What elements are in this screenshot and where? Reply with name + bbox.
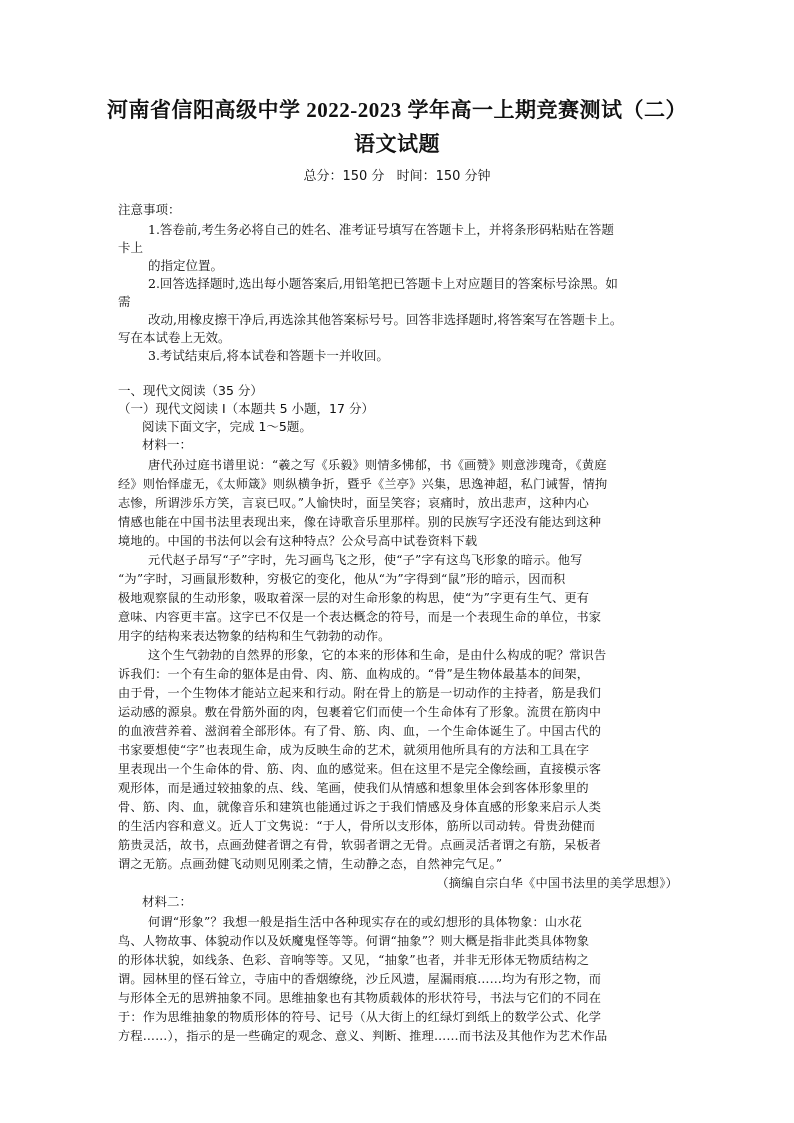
material2-line: 于：作为思维抽象的物质形体的符号、记号（从大街上的红绿灯到纸上的数学公式、化学 [118, 1010, 602, 1024]
material1-line: 境地的。中国的书法何以会有这种特点？公众号高中试卷资料下载 [118, 534, 478, 548]
material1-line: 里表现出一个生命体的骨、筋、肉、血的感觉来。但在这里不是完全像绘画，直接模示客 [118, 762, 602, 776]
notice-line: 2.回答选择题时,选出每小题答案后,用铅笔把已答题卡上对应题目的答案标号涂黑。如 [148, 276, 618, 291]
material1-line: 的血液营养着、滋润着全部形体。有了骨、筋、肉、血，一个生命体诞生了。中国古代的 [118, 724, 602, 738]
material2-line: 方程……），指示的是一些确定的观念、意义、判断、推理……而书法及其他作为艺术作品 [118, 1029, 608, 1043]
material2-line: 何谓“形象”？我想一般是指生活中各种现实存在的或幻想形的具体物象：山水花 [148, 915, 583, 929]
instruction: 阅读下面文字，完成 1～5题。 [142, 419, 312, 434]
material2-line: 谓。园林里的怪石耸立，寺庙中的香烟缭绕，沙丘风遗，屋漏雨痕……均为有形之物，而 [118, 972, 602, 986]
material1-line: 元代赵子昂写“子”字时，先习画鸟飞之形，使“子”字有这鸟飞形象的暗示。他写 [148, 553, 583, 567]
material1-line: “为”字时，习画鼠形数种，穷极它的变化，他从“为”字得到“鼠”形的暗示，因而积 [118, 572, 566, 586]
material1-line: 筋贵灵活，故书，点画劲健者谓之有骨，软弱者谓之无骨。点画灵活者谓之有筋，呆板者 [118, 838, 602, 852]
material1-line: 意味、内容更丰富。这字已不仅是一个表达概念的符号，而是一个表现生命的单位，书家 [118, 610, 602, 624]
notice-line: 的指定位置。 [148, 258, 224, 273]
notice-line: 3.考试结束后,将本试卷和答题卡一并收回。 [148, 348, 389, 363]
notice-heading: 注意事项： [118, 202, 181, 217]
material1-line: 志惨，所谓涉乐方笑，言哀已叹。”人愉快时，面呈笑容；哀痛时，放出悲声，这种内心 [118, 496, 590, 510]
citation: （摘编自宗白华《中国书法里的美学思想》） [436, 876, 678, 890]
notice-line: 改动,用橡皮擦干净后,再选涂其他答案标号号。回答非选择题时,将答案写在答题卡上。 [148, 312, 623, 327]
notice-line: 1.答卷前,考生务必将自己的姓名、准考证号填写在答题卡上，并将条形码粘贴在答题 [148, 222, 614, 237]
material1-line: 极地观察鼠的生动形象，吸取着深一层的对生命形象的构思，使“为”字更有生气、更有 [118, 591, 590, 605]
material2-line: 与形体全无的思辨抽象不同。思维抽象也有其物质载体的形状符号，书法与它们的不同在 [118, 991, 602, 1005]
material2-line: 鸟、人物故事、体貌动作以及妖魔鬼怪等等。何谓“抽象”？则大概是指非此类具体物象 [118, 934, 590, 948]
material1-line: 这个生气勃勃的自然界的形象，它的本来的形体和生命，是由什么构成的呢？常识告 [148, 648, 607, 662]
material2-label: 材料二： [142, 894, 193, 909]
material1-label: 材料一： [142, 437, 193, 452]
notice-line: 需 [118, 294, 131, 309]
material1-line: 用字的结构来表达物象的结构和生气勃勃的动作。 [118, 629, 391, 643]
material1-line: 唐代孙过庭书谱里说：“羲之写《乐毅》则情多怫郁，书《画赞》则意涉瑰奇，《黄庭 [148, 458, 607, 472]
time-limit: 时间：150 分钟 [396, 169, 491, 184]
material2-line: 的形体状貌，如线条、色彩、音响等等。又见，“抽象”也者，并非无形体无物质结构之 [118, 953, 590, 967]
total-score: 总分：150 分 [303, 169, 385, 184]
material1-line: 经》则怡怿虚无，《太师箴》则纵横争折，暨乎《兰亭》兴集，思逸神超，私门诫誓，情拘 [118, 477, 608, 491]
exam-subject: 语文试题 [354, 132, 440, 156]
material1-line: 诉我们：一个有生命的躯体是由骨、肉、筋、血构成的。“骨”是生物体最基本的间架， [118, 667, 590, 681]
exam-meta [0, 165, 794, 184]
notice-line: 写在本试卷上无效。 [118, 330, 231, 345]
material1-line: 的生活内容和意义。近人丁文隽说：“于人，骨所以支形体，筋所以司动转。骨贵劲健而 [118, 819, 596, 833]
notice-line: 卡上 [118, 240, 144, 255]
material1-line: 谓之无筋。点画劲健飞动则见刚柔之情，生动静之态，自然神完气足。” [118, 857, 503, 871]
material1-line: 运动感的源泉。敷在骨筋外面的肉，包裹着它们而使一个生命体有了形象。流贯在筋肉中 [118, 705, 602, 719]
material1-line: 观形体，而是通过较抽象的点、线、笔画，使我们从情感和想象里体会到客体形象里的 [118, 781, 589, 795]
material1-line: 情感也能在中国书法里表现出来，像在诗歌音乐里那样。别的民族写字还没有能达到这种 [118, 515, 602, 529]
material1-line: 书家要想使“字”也表现生命，成为反映生命的艺术，就须用他所具有的方法和工具在字 [118, 743, 590, 757]
exam-title: 河南省信阳高级中学 2022-2023 学年高一上期竞赛测试（二） [107, 98, 687, 122]
material1-line: 骨、筋、肉、血，就像音乐和建筑也能通过诉之于我们情感及身体直感的形象来启示人类 [118, 800, 602, 814]
section-heading: 一、现代文阅读（35 分） [118, 383, 263, 398]
material1-line: 由于骨，一个生物体才能站立起来和行动。附在骨上的筋是一切动作的主持者，筋是我们 [118, 686, 602, 700]
sub-section-heading: （一）现代文阅读 I（本题共 5 小题，17 分） [118, 401, 374, 416]
